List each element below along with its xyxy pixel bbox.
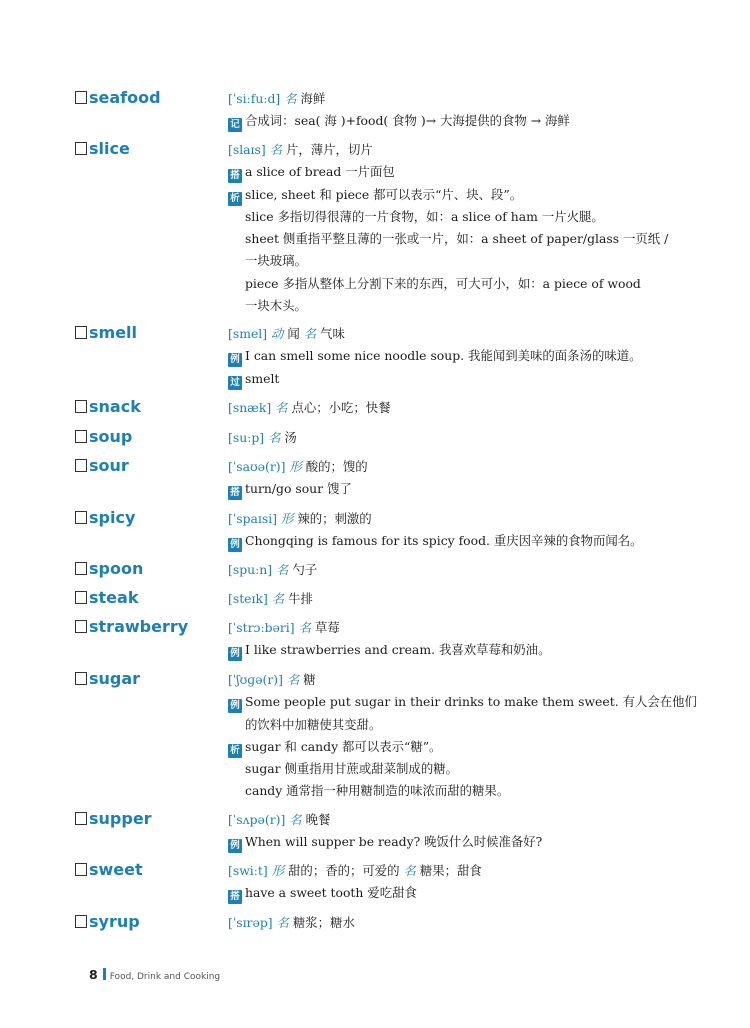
pronunciation-line: [228, 860, 673, 882]
definition: 牛排: [288, 591, 313, 606]
entry-body: [228, 456, 673, 501]
checkbox-icon[interactable]: [75, 400, 87, 413]
checkbox-icon[interactable]: [75, 459, 87, 472]
entry-body: [228, 323, 673, 390]
definition: 草莓: [314, 620, 340, 635]
checkbox-icon[interactable]: [75, 142, 87, 155]
entry-body: [228, 397, 673, 419]
phonetic: [ˈsiːfuːd]: [228, 91, 281, 106]
continuation-line: sheet 侧重指平整且薄的一张或一片，如：a sheet of paper/glass 一页纸 /: [245, 231, 669, 247]
phonetic: [slaɪs]: [228, 142, 266, 157]
headword: [75, 456, 129, 476]
headword-text: strawberry: [89, 617, 189, 636]
label-badge: 搭: [228, 169, 242, 183]
definition: 勺子: [292, 562, 318, 577]
label-badge: 例: [228, 538, 242, 552]
headword: [75, 669, 140, 689]
entry-body: [228, 588, 673, 610]
label-badge: 例: [228, 699, 242, 713]
part-of-speech: 形: [281, 511, 294, 526]
part-of-speech: 名: [284, 91, 297, 106]
pronunciation-line: [228, 588, 673, 610]
tagged-line: [228, 478, 673, 500]
checkbox-icon[interactable]: [75, 863, 87, 876]
headword-text: soup: [89, 427, 133, 446]
continuation-line: 的饮料中加糖使其变甜。: [245, 716, 382, 732]
phonetic: [swiːt]: [228, 863, 268, 878]
tagged-line: [228, 639, 673, 661]
label-badge: 例: [228, 839, 242, 853]
label-badge: 搭: [228, 890, 242, 904]
page-footer: [89, 964, 220, 983]
definition: 糖果；甜食: [419, 863, 482, 878]
phonetic: [ˈstrɔːbəri]: [228, 620, 295, 635]
definition: 辣的；刺激的: [297, 511, 372, 526]
headword: [75, 508, 135, 528]
entry-body: [228, 139, 673, 317]
definition: 糖浆；糖水: [292, 915, 355, 930]
definition: 晚餐: [305, 812, 331, 827]
headword-text: spicy: [89, 508, 136, 527]
line-text: 合成词：sea( 海 )+food( 食物 )→ 大海提供的食物 → 海鲜: [245, 113, 570, 129]
continuation-line: sugar 侧重指用甘蔗或甜菜制成的糖。: [245, 761, 458, 777]
checkbox-icon[interactable]: [75, 511, 87, 524]
pronunciation-line: [228, 427, 673, 449]
entry-body: [228, 617, 673, 662]
footer-divider: [103, 968, 106, 980]
line-text: sugar 和 candy 都可以表示“糖”。: [245, 738, 442, 754]
pronunciation-line: [228, 508, 673, 530]
line-text: smelt: [245, 370, 280, 386]
definition: 海鲜: [300, 91, 326, 106]
entry-body: [228, 427, 673, 449]
checkbox-icon[interactable]: [75, 591, 87, 604]
part-of-speech: 名: [303, 326, 317, 341]
entry-body: [228, 88, 673, 133]
pronunciation-line: [228, 669, 673, 691]
definition: 点心；小吃；快餐: [291, 400, 391, 415]
headword: [75, 323, 137, 343]
continuation-line: 一块玻璃。: [245, 253, 307, 269]
checkbox-icon[interactable]: [75, 915, 87, 928]
line-text: turn/go sour 馊了: [245, 481, 352, 497]
part-of-speech: 名: [276, 915, 289, 930]
line-text: When will supper be ready? 晚饭什么时候准备好?: [245, 834, 543, 850]
pronunciation-line: [228, 617, 673, 639]
continuation-line: slice 多指切得很薄的一片食物，如：a slice of ham 一片火腿。: [245, 208, 604, 224]
line-text: I can smell some nice noodle soup. 我能闻到美味的面条汤的味道。: [245, 348, 642, 364]
part-of-speech: 名: [268, 430, 281, 445]
phonetic: [smel]: [228, 326, 268, 341]
entry-body: [228, 860, 673, 905]
part-of-speech: 形: [271, 863, 285, 878]
entry-body: [228, 508, 673, 553]
line-text: slice, sheet 和 piece 都可以表示“片、块、段”。: [245, 186, 523, 202]
phonetic: [suːp]: [228, 430, 265, 445]
headword-text: smell: [89, 323, 138, 342]
tagged-line: [228, 184, 673, 206]
checkbox-icon[interactable]: [75, 562, 87, 575]
tagged-line: [228, 882, 673, 904]
definition: 气味: [320, 326, 345, 341]
pronunciation-line: [228, 559, 673, 581]
part-of-speech: 动: [271, 326, 284, 341]
part-of-speech: 名: [403, 863, 416, 878]
checkbox-icon[interactable]: [75, 672, 87, 685]
part-of-speech: 名: [286, 672, 300, 687]
label-badge: 搭: [228, 486, 242, 500]
checkbox-icon[interactable]: [75, 91, 87, 104]
tagged-line: [228, 345, 673, 367]
part-of-speech: 名: [276, 562, 289, 577]
phonetic: [spuːn]: [228, 562, 273, 577]
label-badge: 记: [228, 118, 242, 132]
line-text: a slice of bread 一片面包: [245, 164, 395, 180]
headword-text: spoon: [89, 559, 144, 578]
headword-text: slice: [89, 139, 130, 158]
label-badge: 析: [228, 744, 242, 758]
continuation-line: 一块木头。: [245, 298, 307, 314]
pronunciation-line: [228, 456, 673, 478]
definition: 片，薄片，切片: [286, 142, 373, 157]
pronunciation-line: [228, 809, 673, 831]
pronunciation-line: [228, 323, 673, 345]
part-of-speech: 名: [289, 812, 302, 827]
line-text: have a sweet tooth 爱吃甜食: [245, 885, 417, 901]
label-badge: 析: [228, 192, 242, 206]
page-number: 8: [89, 967, 98, 982]
headword-text: sugar: [89, 669, 141, 688]
pronunciation-line: [228, 139, 673, 161]
checkbox-icon[interactable]: [75, 430, 87, 443]
headword-text: seafood: [89, 88, 161, 107]
headword: [75, 617, 188, 637]
headword: [75, 588, 138, 608]
tagged-line: [228, 831, 673, 853]
headword: [75, 427, 132, 447]
part-of-speech: 名: [271, 591, 285, 606]
headword-text: supper: [89, 809, 152, 828]
headword: [75, 88, 161, 108]
headword: [75, 912, 140, 932]
label-badge: 过: [228, 376, 242, 390]
entry-body: [228, 809, 673, 854]
chapter-title: Food, Drink and Cooking: [109, 972, 221, 982]
headword: [75, 397, 141, 417]
tagged-line: [228, 368, 673, 390]
checkbox-icon[interactable]: [75, 620, 87, 633]
phonetic: [snæk]: [228, 400, 272, 415]
entry-body: [228, 559, 673, 581]
definition: 甜的；香的；可爱的: [288, 863, 400, 878]
phonetic: [ˈsɪrəp]: [228, 915, 273, 930]
tagged-line: [228, 530, 673, 552]
headword: [75, 139, 130, 159]
label-badge: 例: [228, 353, 242, 367]
tagged-line: [228, 736, 673, 758]
pronunciation-line: [228, 397, 673, 419]
headword-text: sweet: [89, 860, 143, 879]
headword-text: snack: [89, 397, 141, 416]
phonetic: [ˈsaʊə(r)]: [228, 459, 286, 474]
entry-body: [228, 912, 673, 934]
checkbox-icon[interactable]: [75, 326, 87, 339]
headword-text: steak: [89, 588, 139, 607]
checkbox-icon[interactable]: [75, 812, 87, 825]
line-text: Some people put sugar in their drinks to make them sweet. 有人会在他们: [245, 694, 697, 710]
phonetic: [ˈsʌpə(r)]: [228, 812, 286, 827]
headword-text: sour: [89, 456, 129, 475]
part-of-speech: 名: [269, 142, 283, 157]
tagged-line: [228, 691, 697, 713]
line-text: I like strawberries and cream. 我喜欢草莓和奶油。: [245, 642, 551, 658]
definition: 糖: [303, 672, 316, 687]
continuation-line: piece 多指从整体上分割下来的东西，可大可小，如：a piece of wood: [245, 275, 641, 291]
tagged-line: [228, 110, 673, 132]
headword: [75, 860, 143, 880]
phonetic: [ˈʃʊɡə(r)]: [228, 672, 283, 687]
definition: 闻: [287, 326, 300, 341]
headword-text: syrup: [89, 912, 140, 931]
headword: [75, 559, 143, 579]
label-badge: 例: [228, 647, 242, 661]
pronunciation-line: [228, 912, 673, 934]
part-of-speech: 名: [298, 620, 311, 635]
phonetic: [ˈspaɪsi]: [228, 511, 278, 526]
definition: 汤: [284, 430, 297, 445]
definition: 酸的；馊的: [305, 459, 368, 474]
part-of-speech: 名: [275, 400, 288, 415]
entry-body: [228, 669, 697, 803]
headword: [75, 809, 152, 829]
line-text: Chongqing is famous for its spicy food. 重庆因辛辣的食物而闻名。: [245, 533, 643, 549]
part-of-speech: 形: [289, 459, 302, 474]
pronunciation-line: [228, 88, 673, 110]
tagged-line: [228, 161, 673, 183]
continuation-line: candy 通常指一种用糖制造的味浓而甜的糖果。: [245, 783, 510, 799]
phonetic: [steɪk]: [228, 591, 268, 606]
